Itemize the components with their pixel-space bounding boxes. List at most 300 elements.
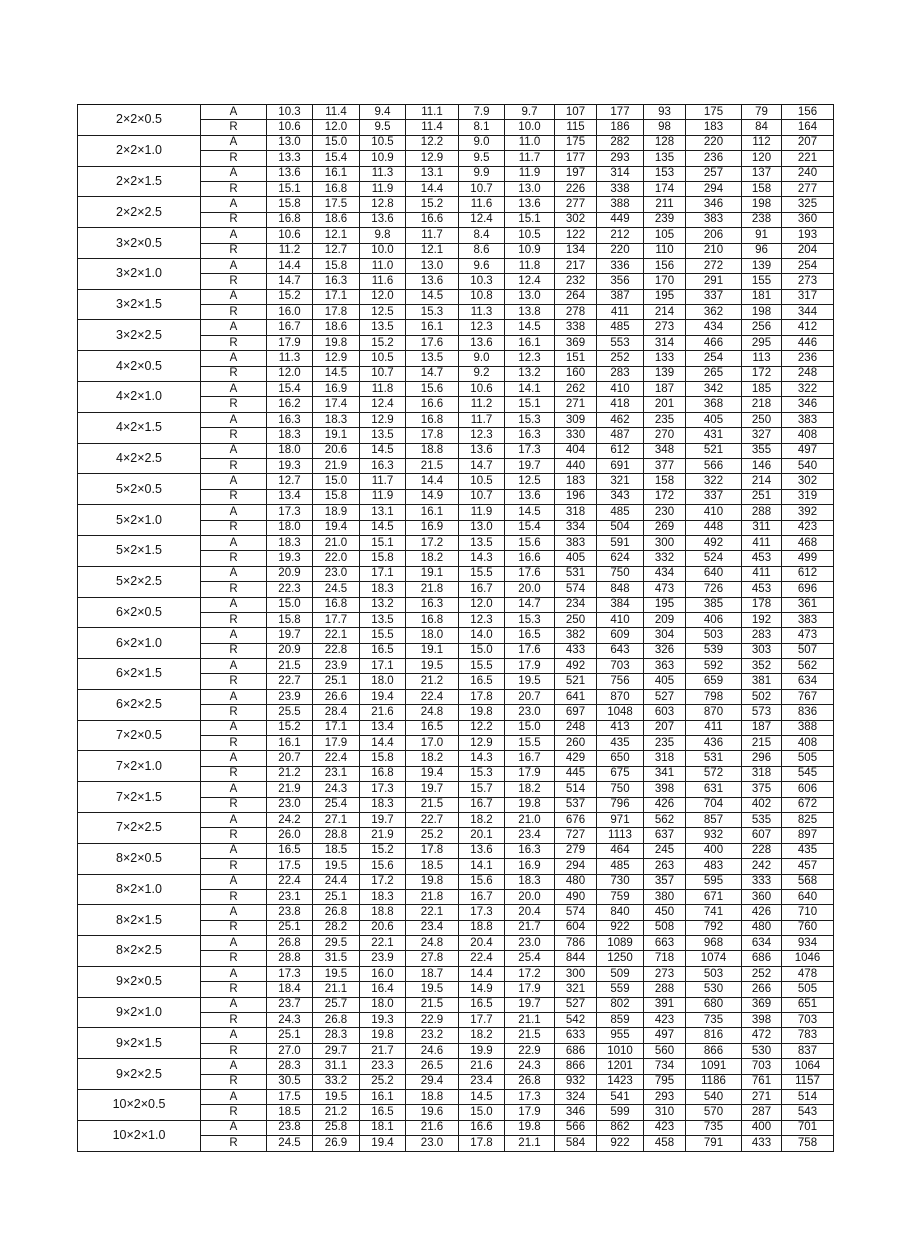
value-cell: 599 [597,1105,644,1120]
size-cell: 4×2×0.5 [78,351,201,382]
value-cell: 19.3 [360,1013,406,1028]
value-cell: 22.3 [267,582,313,597]
type-cell: A [201,689,267,704]
value-cell: 783 [782,1028,834,1043]
type-cell: R [201,674,267,689]
value-cell: 553 [597,335,644,350]
type-cell: R [201,951,267,966]
value-cell: 21.8 [406,889,459,904]
value-cell: 10.7 [459,489,505,504]
type-cell: A [201,1059,267,1074]
value-cell: 17.3 [505,443,555,458]
value-cell: 186 [597,120,644,135]
value-cell: 16.5 [459,997,505,1012]
value-cell: 703 [782,1013,834,1028]
value-cell: 18.3 [313,412,360,427]
value-cell: 21.7 [505,920,555,935]
size-cell: 8×2×1.0 [78,874,201,905]
size-cell: 6×2×2.5 [78,689,201,720]
value-cell: 11.3 [267,351,313,366]
value-cell: 31.5 [313,951,360,966]
value-cell: 17.2 [360,874,406,889]
value-cell: 24.4 [313,874,360,889]
value-cell: 14.4 [267,258,313,273]
value-cell: 31.1 [313,1059,360,1074]
value-cell: 16.1 [406,320,459,335]
value-cell: 633 [555,1028,597,1043]
value-cell: 250 [742,412,782,427]
type-cell: A [201,812,267,827]
value-cell: 410 [597,382,644,397]
value-cell: 19.5 [313,859,360,874]
value-cell: 146 [742,458,782,473]
value-cell: 410 [686,505,742,520]
value-cell: 16.3 [406,597,459,612]
value-cell: 12.7 [267,474,313,489]
value-cell: 1186 [686,1074,742,1089]
value-cell: 17.6 [505,566,555,581]
value-cell: 1089 [597,936,644,951]
value-cell: 12.9 [360,412,406,427]
value-cell: 14.9 [406,489,459,504]
value-cell: 11.2 [459,397,505,412]
value-cell: 19.4 [313,520,360,535]
type-cell: R [201,1074,267,1089]
value-cell: 659 [686,674,742,689]
value-cell: 13.5 [360,428,406,443]
value-cell: 19.7 [267,628,313,643]
value-cell: 294 [555,859,597,874]
type-cell: A [201,597,267,612]
value-cell: 266 [742,982,782,997]
type-cell: R [201,982,267,997]
value-cell: 836 [782,705,834,720]
value-cell: 531 [555,566,597,581]
size-cell: 7×2×1.0 [78,751,201,782]
value-cell: 637 [644,828,686,843]
value-cell: 23.8 [267,905,313,920]
value-cell: 28.2 [313,920,360,935]
type-cell: A [201,197,267,212]
value-cell: 14.7 [459,458,505,473]
value-cell: 12.2 [406,135,459,150]
value-cell: 12.3 [459,612,505,627]
value-cell: 18.5 [313,843,360,858]
value-cell: 12.0 [267,366,313,381]
value-cell: 175 [686,105,742,120]
size-cell: 2×2×1.0 [78,135,201,166]
value-cell: 368 [686,397,742,412]
type-cell: A [201,443,267,458]
value-cell: 332 [644,551,686,566]
value-cell: 18.2 [406,751,459,766]
value-cell: 25.2 [360,1074,406,1089]
value-cell: 28.3 [267,1059,313,1074]
value-cell: 25.4 [313,797,360,812]
type-cell: R [201,366,267,381]
value-cell: 385 [686,597,742,612]
value-cell: 360 [742,889,782,904]
value-cell: 710 [782,905,834,920]
table-row [78,874,834,889]
value-cell: 1091 [686,1059,742,1074]
table-row [78,382,834,397]
value-cell: 18.3 [505,874,555,889]
value-cell: 283 [597,366,644,381]
value-cell: 392 [782,505,834,520]
value-cell: 139 [742,258,782,273]
value-cell: 19.7 [406,782,459,797]
type-cell: A [201,659,267,674]
value-cell: 12.1 [313,228,360,243]
value-cell: 492 [686,535,742,550]
value-cell: 251 [742,489,782,504]
value-cell: 11.6 [360,274,406,289]
value-cell: 204 [782,243,834,258]
value-cell: 485 [597,320,644,335]
value-cell: 17.6 [406,335,459,350]
value-cell: 12.4 [505,274,555,289]
value-cell: 870 [597,689,644,704]
type-cell: R [201,305,267,320]
value-cell: 560 [644,1043,686,1058]
value-cell: 11.7 [505,151,555,166]
value-cell: 260 [555,736,597,751]
value-cell: 21.2 [267,766,313,781]
value-cell: 321 [555,982,597,997]
value-cell: 816 [686,1028,742,1043]
size-cell: 6×2×0.5 [78,597,201,628]
value-cell: 17.8 [313,305,360,320]
value-cell: 333 [742,874,782,889]
value-cell: 234 [555,597,597,612]
value-cell: 207 [644,720,686,735]
value-cell: 848 [597,582,644,597]
value-cell: 265 [686,366,742,381]
value-cell: 12.3 [459,320,505,335]
value-cell: 17.5 [267,1090,313,1105]
value-cell: 12.3 [459,428,505,443]
value-cell: 22.4 [459,951,505,966]
value-cell: 734 [644,1059,686,1074]
value-cell: 15.0 [459,643,505,658]
type-cell: R [201,889,267,904]
value-cell: 221 [782,151,834,166]
value-cell: 13.2 [360,597,406,612]
value-cell: 11.3 [360,166,406,181]
value-cell: 15.8 [267,197,313,212]
value-cell: 16.0 [360,966,406,981]
size-cell: 5×2×2.5 [78,566,201,597]
value-cell: 1201 [597,1059,644,1074]
size-cell: 9×2×0.5 [78,966,201,997]
value-cell: 11.3 [459,305,505,320]
value-cell: 15.5 [459,659,505,674]
value-cell: 10.6 [267,228,313,243]
value-cell: 20.9 [267,643,313,658]
value-cell: 703 [597,659,644,674]
value-cell: 16.8 [360,766,406,781]
value-cell: 968 [686,936,742,951]
value-cell: 492 [555,659,597,674]
value-cell: 971 [597,812,644,827]
value-cell: 16.3 [505,428,555,443]
value-cell: 866 [555,1059,597,1074]
value-cell: 9.0 [459,135,505,150]
value-cell: 16.5 [505,628,555,643]
value-cell: 13.6 [406,274,459,289]
value-cell: 651 [782,997,834,1012]
value-cell: 20.0 [505,582,555,597]
value-cell: 15.1 [360,535,406,550]
value-cell: 13.6 [459,335,505,350]
table-row [78,1028,834,1043]
value-cell: 283 [742,628,782,643]
type-cell: A [201,905,267,920]
table-row [78,659,834,674]
value-cell: 17.6 [505,643,555,658]
value-cell: 13.0 [505,181,555,196]
value-cell: 13.8 [505,305,555,320]
value-cell: 15.8 [313,258,360,273]
value-cell: 20.9 [267,566,313,581]
value-cell: 423 [644,1013,686,1028]
value-cell: 18.8 [406,1090,459,1105]
value-cell: 15.0 [505,720,555,735]
value-cell: 650 [597,751,644,766]
value-cell: 112 [742,135,782,150]
size-cell: 4×2×2.5 [78,443,201,474]
type-cell: R [201,1105,267,1120]
type-cell: R [201,151,267,166]
value-cell: 483 [686,859,742,874]
value-cell: 15.8 [360,551,406,566]
value-cell: 12.0 [313,120,360,135]
table-row [78,320,834,335]
value-cell: 16.1 [406,505,459,520]
type-cell: R [201,243,267,258]
value-cell: 15.3 [459,766,505,781]
value-cell: 487 [597,428,644,443]
value-cell: 11.9 [360,489,406,504]
value-cell: 640 [686,566,742,581]
value-cell: 524 [686,551,742,566]
value-cell: 24.2 [267,812,313,827]
value-cell: 369 [742,997,782,1012]
value-cell: 423 [782,520,834,535]
value-cell: 934 [782,936,834,951]
value-cell: 15.2 [360,335,406,350]
value-cell: 837 [782,1043,834,1058]
value-cell: 15.3 [505,412,555,427]
value-cell: 309 [555,412,597,427]
type-cell: A [201,166,267,181]
type-cell: R [201,705,267,720]
value-cell: 11.7 [459,412,505,427]
size-cell: 9×2×2.5 [78,1059,201,1090]
value-cell: 13.0 [406,258,459,273]
value-cell: 527 [644,689,686,704]
value-cell: 14.5 [505,320,555,335]
value-cell: 13.6 [459,443,505,458]
value-cell: 23.7 [267,997,313,1012]
value-cell: 383 [686,212,742,227]
value-cell: 14.5 [459,1090,505,1105]
value-cell: 802 [597,997,644,1012]
value-cell: 9.8 [360,228,406,243]
type-cell: A [201,258,267,273]
value-cell: 18.0 [360,997,406,1012]
value-cell: 16.8 [406,412,459,427]
value-cell: 197 [555,166,597,181]
value-cell: 607 [742,828,782,843]
value-cell: 16.8 [313,181,360,196]
value-cell: 862 [597,1120,644,1135]
value-cell: 13.6 [505,197,555,212]
value-cell: 23.9 [360,951,406,966]
value-cell: 257 [686,166,742,181]
value-cell: 19.5 [406,982,459,997]
value-cell: 17.8 [406,428,459,443]
value-cell: 15.1 [267,181,313,196]
value-cell: 7.9 [459,105,505,120]
value-cell: 26.8 [505,1074,555,1089]
value-cell: 22.7 [406,812,459,827]
value-cell: 426 [644,797,686,812]
value-cell: 23.0 [267,797,313,812]
value-cell: 388 [782,720,834,735]
type-cell: R [201,643,267,658]
value-cell: 521 [555,674,597,689]
size-cell: 7×2×1.5 [78,782,201,813]
table-row [78,782,834,797]
value-cell: 317 [782,289,834,304]
value-cell: 16.8 [267,212,313,227]
value-cell: 346 [555,1105,597,1120]
value-cell: 25.7 [313,997,360,1012]
value-cell: 337 [686,289,742,304]
value-cell: 217 [555,258,597,273]
value-cell: 16.6 [459,1120,505,1135]
type-cell: A [201,1120,267,1135]
type-cell: A [201,289,267,304]
value-cell: 21.1 [505,1013,555,1028]
value-cell: 175 [555,135,597,150]
value-cell: 96 [742,243,782,258]
value-cell: 675 [597,766,644,781]
value-cell: 324 [555,1090,597,1105]
value-cell: 177 [597,105,644,120]
value-cell: 362 [686,305,742,320]
value-cell: 172 [644,489,686,504]
type-cell: A [201,105,267,120]
value-cell: 17.7 [313,612,360,627]
value-cell: 21.9 [360,828,406,843]
value-cell: 767 [782,689,834,704]
value-cell: 798 [686,689,742,704]
value-cell: 606 [782,782,834,797]
size-cell: 5×2×0.5 [78,474,201,505]
value-cell: 288 [742,505,782,520]
value-cell: 15.8 [267,612,313,627]
value-cell: 14.5 [313,366,360,381]
value-cell: 17.5 [267,859,313,874]
value-cell: 16.1 [313,166,360,181]
value-cell: 318 [555,505,597,520]
value-cell: 230 [644,505,686,520]
value-cell: 18.2 [459,1028,505,1043]
value-cell: 591 [597,535,644,550]
value-cell: 17.5 [313,197,360,212]
value-cell: 303 [742,643,782,658]
value-cell: 192 [742,612,782,627]
table-row [78,135,834,150]
value-cell: 897 [782,828,834,843]
value-cell: 28.4 [313,705,360,720]
value-cell: 327 [742,428,782,443]
value-cell: 29.4 [406,1074,459,1089]
value-cell: 400 [742,1120,782,1135]
value-cell: 697 [555,705,597,720]
value-cell: 691 [597,458,644,473]
value-cell: 23.9 [313,659,360,674]
value-cell: 13.0 [459,520,505,535]
value-cell: 543 [782,1105,834,1120]
value-cell: 23.4 [505,828,555,843]
value-cell: 16.1 [267,736,313,751]
value-cell: 336 [597,258,644,273]
value-cell: 11.4 [406,120,459,135]
value-cell: 468 [782,535,834,550]
value-cell: 17.9 [505,982,555,997]
value-cell: 344 [782,305,834,320]
value-cell: 18.3 [360,797,406,812]
value-cell: 10.0 [360,243,406,258]
type-cell: A [201,1090,267,1105]
value-cell: 20.7 [267,751,313,766]
value-cell: 11.9 [360,181,406,196]
value-cell: 509 [597,966,644,981]
value-cell: 346 [782,397,834,412]
size-cell: 3×2×0.5 [78,228,201,259]
value-cell: 270 [644,428,686,443]
type-cell: A [201,720,267,735]
value-cell: 433 [742,1136,782,1151]
value-cell: 663 [644,936,686,951]
value-cell: 16.3 [505,843,555,858]
table-row [78,228,834,243]
type-cell: A [201,997,267,1012]
value-cell: 718 [644,951,686,966]
value-cell: 23.0 [406,1136,459,1151]
value-cell: 348 [644,443,686,458]
value-cell: 15.0 [267,597,313,612]
value-cell: 1010 [597,1043,644,1058]
value-cell: 17.9 [313,736,360,751]
value-cell: 402 [742,797,782,812]
value-cell: 634 [782,674,834,689]
value-cell: 151 [555,351,597,366]
value-cell: 866 [686,1043,742,1058]
value-cell: 472 [742,1028,782,1043]
value-cell: 356 [597,274,644,289]
type-cell: A [201,535,267,550]
value-cell: 473 [644,582,686,597]
value-cell: 181 [742,289,782,304]
value-cell: 14.9 [459,982,505,997]
value-cell: 13.4 [267,489,313,504]
value-cell: 671 [686,889,742,904]
